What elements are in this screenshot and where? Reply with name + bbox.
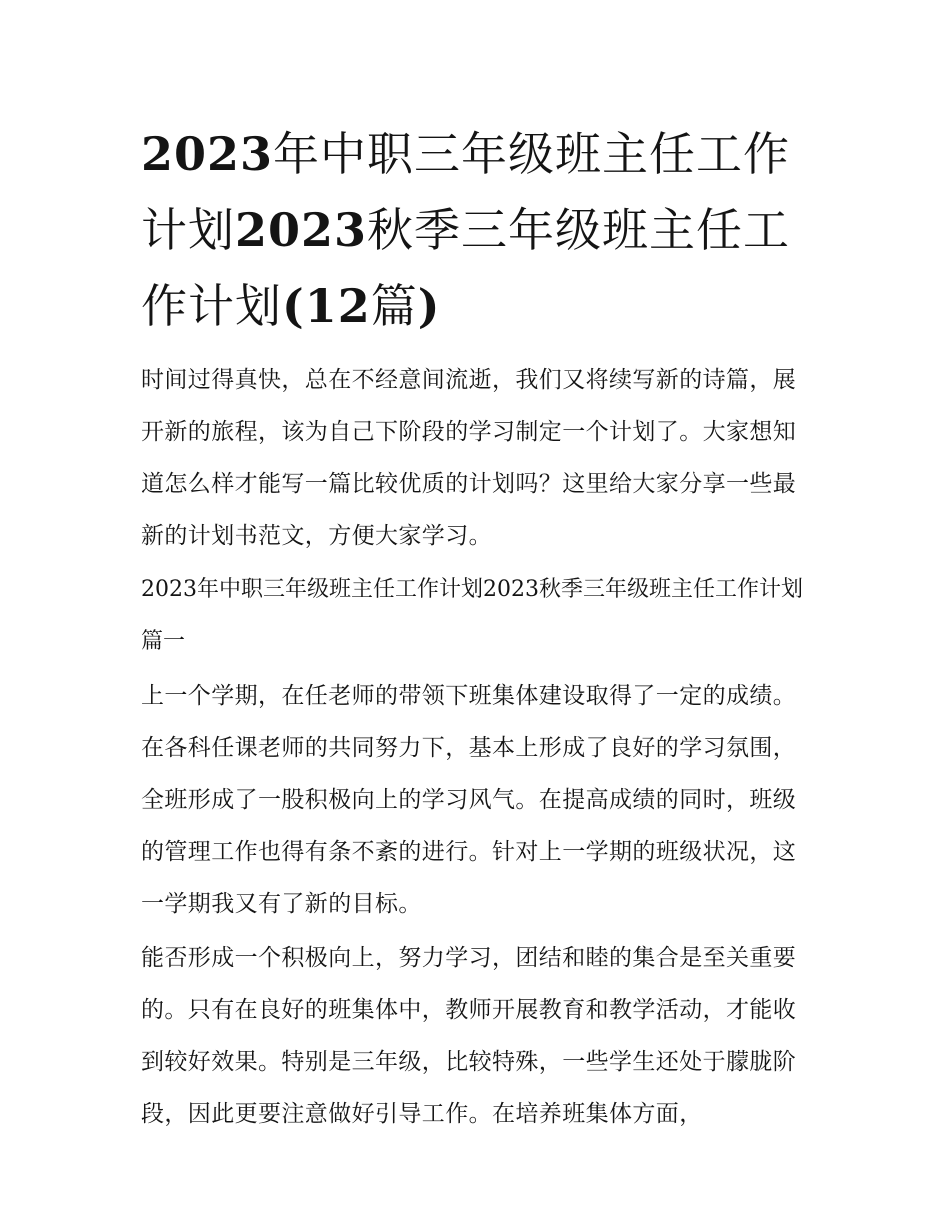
title-part: 秋季三年级班主任工作计划 [141, 203, 791, 333]
document-title [141, 116, 813, 344]
title-part: (12 [282, 279, 371, 333]
body-paragraph-1: 上一个学期，在任老师的带领下班集体建设取得了一定的成绩。在各科任课老师的共同努力下，基本上形成了良好的学习氛围，全班形成了一股积极向上的学习风气。在提高成绩的同时，班级的管理工作也得有条不紊的进行。针对上一学期的班级状况，这一学期我又有了新的目标。 [141, 683, 797, 917]
title-part: 2023 [235, 203, 368, 257]
title-part: 篇 [370, 279, 418, 333]
section-heading: 2023年中职三年级班主任工作计划2023秋季三年级班主任工作计划篇一 [141, 577, 803, 654]
body-paragraph-2: 能否形成一个积极向上，努力学习，团结和睦的集合是至关重要的。只有在良好的班集体中，教师开展教育和教学活动，才能收到较好效果。特别是三年级，比较特殊，一些学生还处于朦胧阶段，因此更要注意做好引导工作。在培养班集体方面， [141, 945, 797, 1127]
document-content [141, 116, 813, 1140]
title-part: 年中职三年级班主任工作计划 [141, 127, 791, 257]
intro-paragraph: 时间过得真快，总在不经意间流逝，我们又将续写新的诗篇，展开新的旅程，该为自己下阶段的学习制定一个计划了。大家想知道怎么样才能写一篇比较优质的计划吗？这里给大家分享一些最新的计划书范文，方便大家学习。 [141, 367, 797, 549]
title-part: 2023 [141, 127, 274, 181]
title-part: ) [417, 279, 441, 333]
